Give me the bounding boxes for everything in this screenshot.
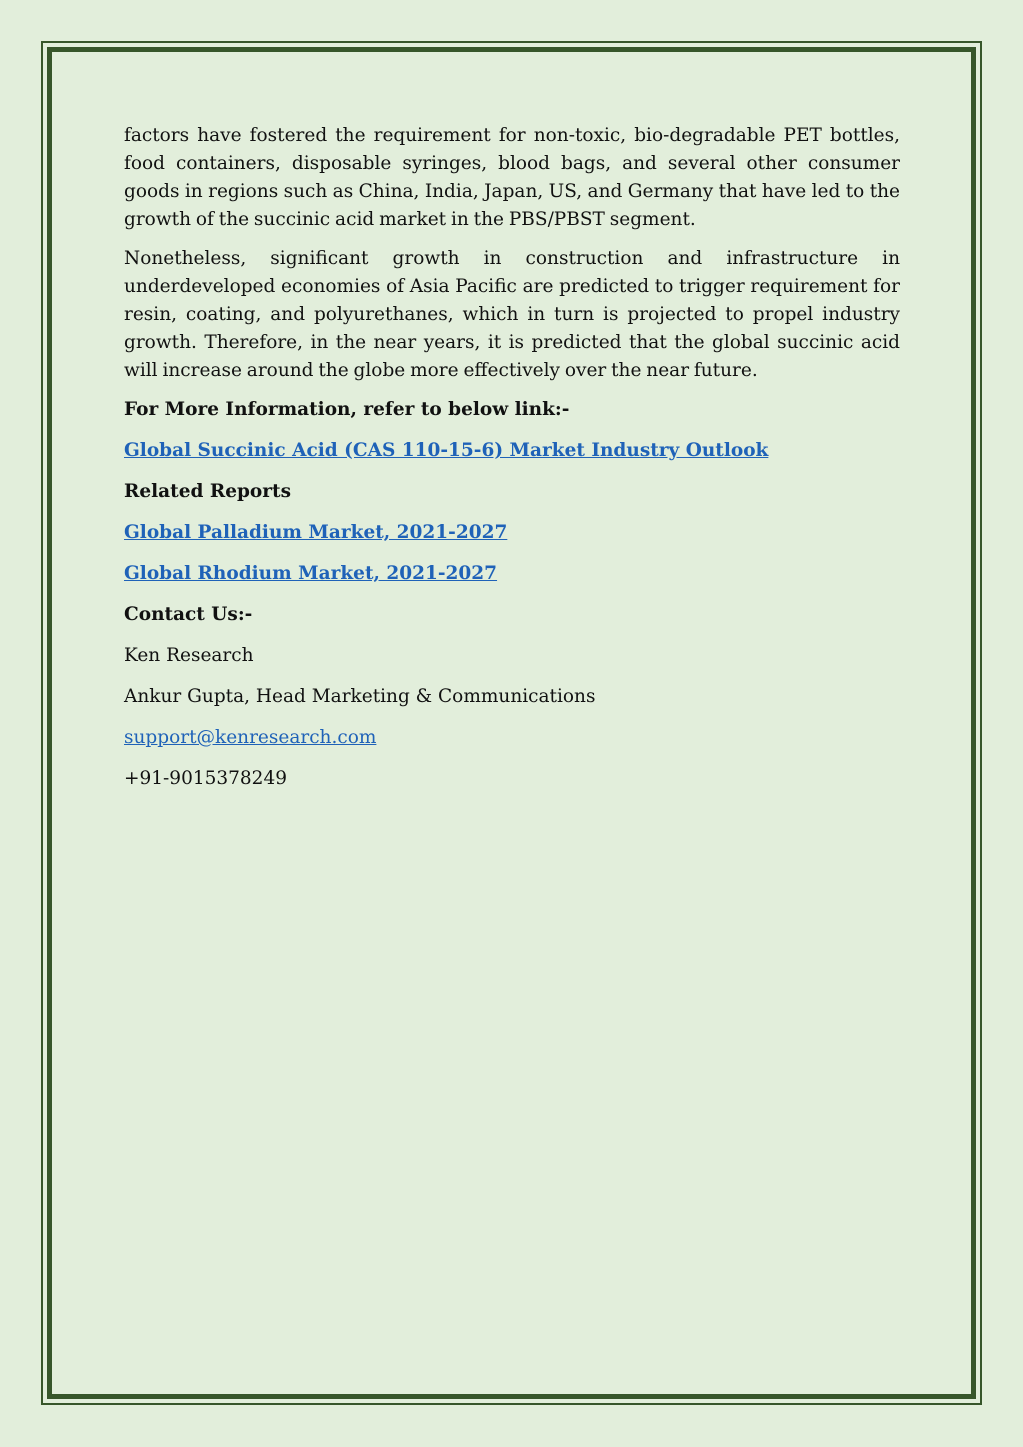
contact-heading: Contact Us:-	[124, 604, 253, 625]
related-report-link-palladium[interactable]: Global Palladium Market, 2021-2027	[124, 522, 508, 543]
contact-phone: +91-9015378249	[124, 768, 287, 789]
report-link-succinic-acid[interactable]: Global Succinic Acid (CAS 110-15-6) Market Industry Outlook	[124, 440, 769, 461]
body-paragraph-2: Nonetheless, significant growth in construction and infrastructure in underdeveloped economies of Asia Pacific are predicted to trigger requirement for resin, coating, and polyurethanes, which in turn is projected to propel industry growth. Therefore, in the near years, it is predicted that the global succinic acid will increase around the globe more effectively over the near future.	[124, 248, 900, 381]
contact-email-link[interactable]: support@kenresearch.com	[124, 727, 377, 748]
related-reports-heading: Related Reports	[124, 481, 291, 502]
contact-person: Ankur Gupta, Head Marketing & Communications	[124, 686, 596, 707]
contact-company: Ken Research	[124, 645, 254, 666]
more-info-heading: For More Information, refer to below link:-	[124, 399, 570, 420]
document-body	[124, 122, 900, 806]
body-paragraph-1: factors have fostered the requirement for non-toxic, bio-degradable PET bottles, food containers, disposable syringes, blood bags, and several other consumer goods in regions such as China, India, Japan, US, and Germany that have led to the growth of the succinic acid market in the PBS/PBST segment.	[124, 125, 900, 230]
related-report-link-rhodium[interactable]: Global Rhodium Market, 2021-2027	[124, 563, 498, 584]
